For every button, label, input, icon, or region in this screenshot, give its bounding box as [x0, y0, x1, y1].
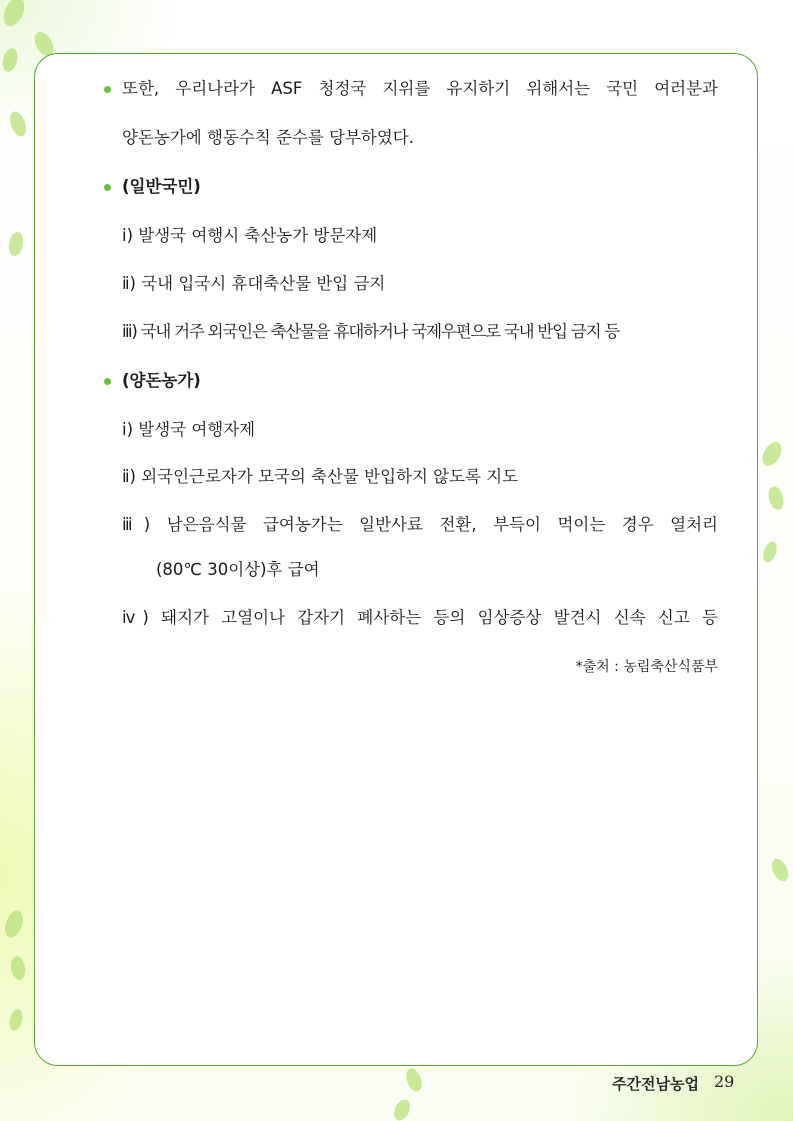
bullet-icon — [104, 86, 111, 93]
bullet-icon — [104, 184, 111, 191]
source-note: *출처 : 농림축산식품부 — [575, 659, 718, 675]
page-number: 29 — [714, 1072, 735, 1091]
intro-line-1: 또한, 우리나라가 ASF 청정국 지위를 유지하기 위해서는 국민 여러분과 — [122, 79, 718, 98]
general-public-item-1: ⅰ) 발생국 여행시 축산농가 방문자제 — [122, 226, 378, 245]
bullet-icon — [104, 378, 111, 385]
intro-line-2: 양돈농가에 행동수칙 준수를 당부하였다. — [122, 128, 414, 147]
publication-name: 주간전남농업 — [612, 1075, 699, 1093]
general-public-item-2: ⅱ) 국내 입국시 휴대축산물 반입 금지 — [122, 274, 386, 293]
pig-farms-item-4: ⅳ) 돼지가 고열이나 갑자기 폐사하는 등의 임상증상 발견시 신속 신고 등 — [122, 608, 718, 627]
general-public-heading: (일반국민) — [122, 177, 201, 196]
pig-farms-item-3-continued: (80℃ 30이상)후 급여 — [156, 560, 320, 579]
pig-farms-item-1: ⅰ) 발생국 여행자제 — [122, 420, 256, 439]
general-public-item-3: ⅲ) 국내 거주 외국인은 축산물을 휴대하거나 국제우편으로 국내 반입 금지 등 — [122, 322, 620, 341]
pig-farms-item-2: ⅱ) 외국인근로자가 모국의 축산물 반입하지 않도록 지도 — [122, 467, 519, 486]
pig-farms-item-3: ⅲ) 남은음식물 급여농가는 일반사료 전환, 부득이 먹이는 경우 열처리 — [122, 515, 718, 534]
pig-farms-heading: (양돈농가) — [122, 371, 201, 390]
content-panel — [34, 53, 758, 1066]
